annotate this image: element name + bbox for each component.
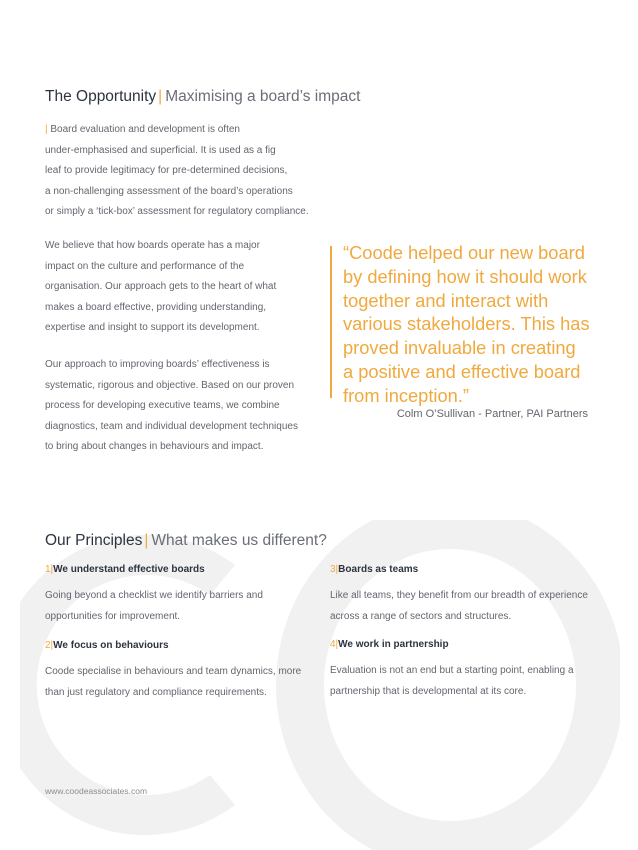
quote-line: by defining how it should work bbox=[343, 265, 587, 287]
principle-title: We work in partnership bbox=[338, 639, 449, 650]
para3-line: systematic, rigorous and objective. Based on our proven bbox=[45, 379, 295, 391]
principle-3 bbox=[330, 561, 620, 627]
principle-line: partnership that is developmental at its core. bbox=[330, 686, 527, 697]
para2-line: impact on the culture and performance of the bbox=[45, 260, 245, 272]
para2-line: expertise and insight to support its development. bbox=[45, 322, 260, 333]
principle-4 bbox=[330, 636, 620, 702]
quote-line: a positive and effective board bbox=[343, 360, 581, 382]
testimonial-quote bbox=[343, 241, 623, 408]
principle-title: We focus on behaviours bbox=[53, 640, 169, 651]
intro-line: under-emphasised and superficial. It is used as a fig bbox=[45, 144, 276, 156]
principle-1 bbox=[45, 561, 325, 627]
quote-attribution: Colm O’Sullivan - Partner, PAI Partners bbox=[396, 408, 588, 420]
principle-line: Coode specialise in behaviours and team dynamics, more bbox=[45, 666, 302, 677]
principle-line: than just regulatory and compliance requirements. bbox=[45, 687, 267, 698]
principle-2 bbox=[45, 637, 325, 703]
opportunity-subtitle: Maximising a board’s impact bbox=[165, 88, 361, 105]
opportunity-separator: | bbox=[158, 88, 163, 105]
principle-number: 4| bbox=[330, 639, 339, 650]
website-link[interactable]: www.coodeassociates.com bbox=[45, 786, 148, 796]
opportunity-paragraph-2 bbox=[45, 236, 315, 339]
para2-line: makes a board effective, providing understanding, bbox=[45, 301, 267, 313]
intro-line: leaf to provide legitimacy for pre-determined decisions, bbox=[45, 165, 288, 176]
principles-separator: | bbox=[144, 532, 149, 549]
principle-line: Going beyond a checklist we identify barriers and bbox=[45, 590, 263, 601]
opportunity-heading bbox=[45, 88, 360, 106]
principle-title: We understand effective boards bbox=[53, 564, 205, 575]
opportunity-paragraph-3 bbox=[45, 355, 315, 458]
principle-line: Evaluation is not an end but a starting point, enabling a bbox=[330, 665, 574, 676]
quote-line: from inception.” bbox=[343, 384, 469, 406]
quote-line: proved invaluable in creating bbox=[343, 337, 576, 359]
principle-number: 1| bbox=[45, 564, 54, 575]
quote-line: “Coode helped our new board bbox=[343, 242, 585, 263]
principles-title: Our Principles bbox=[45, 532, 143, 549]
quote-accent-rule bbox=[330, 246, 332, 398]
opportunity-intro bbox=[45, 120, 335, 223]
para2-line: We believe that how boards operate has a major bbox=[45, 240, 260, 251]
para3-line: diagnostics, team and individual development techniques bbox=[45, 420, 298, 432]
intro-accent-bar: | bbox=[45, 124, 51, 135]
para3-line: to bring about changes in behaviours and impact. bbox=[45, 441, 264, 452]
principle-line: across a range of sectors and structures. bbox=[330, 611, 512, 622]
quote-line: together and interact with bbox=[343, 289, 549, 311]
principle-number: 3| bbox=[330, 564, 339, 575]
quote-line: various stakeholders. This has bbox=[343, 313, 590, 335]
principle-line: Like all teams, they benefit from our breadth of experience bbox=[330, 590, 588, 601]
para3-line: process for developing executive teams, we combine bbox=[45, 400, 280, 411]
para3-line: Our approach to improving boards’ effectiveness is bbox=[45, 359, 270, 370]
intro-line: a non-challenging assessment of the board’s operations bbox=[45, 185, 293, 197]
principles-heading bbox=[45, 532, 327, 550]
para2-line: organisation. Our approach gets to the heart of what bbox=[45, 281, 277, 292]
principle-line: opportunities for improvement. bbox=[45, 611, 181, 622]
principles-subtitle: What makes us different? bbox=[151, 532, 327, 549]
intro-line: Board evaluation and development is often bbox=[50, 124, 240, 135]
intro-line: or simply a ‘tick-box’ assessment for regulatory compliance. bbox=[45, 206, 309, 217]
principle-title: Boards as teams bbox=[338, 564, 419, 575]
principle-number: 2| bbox=[45, 640, 54, 651]
opportunity-title: The Opportunity bbox=[45, 88, 157, 105]
